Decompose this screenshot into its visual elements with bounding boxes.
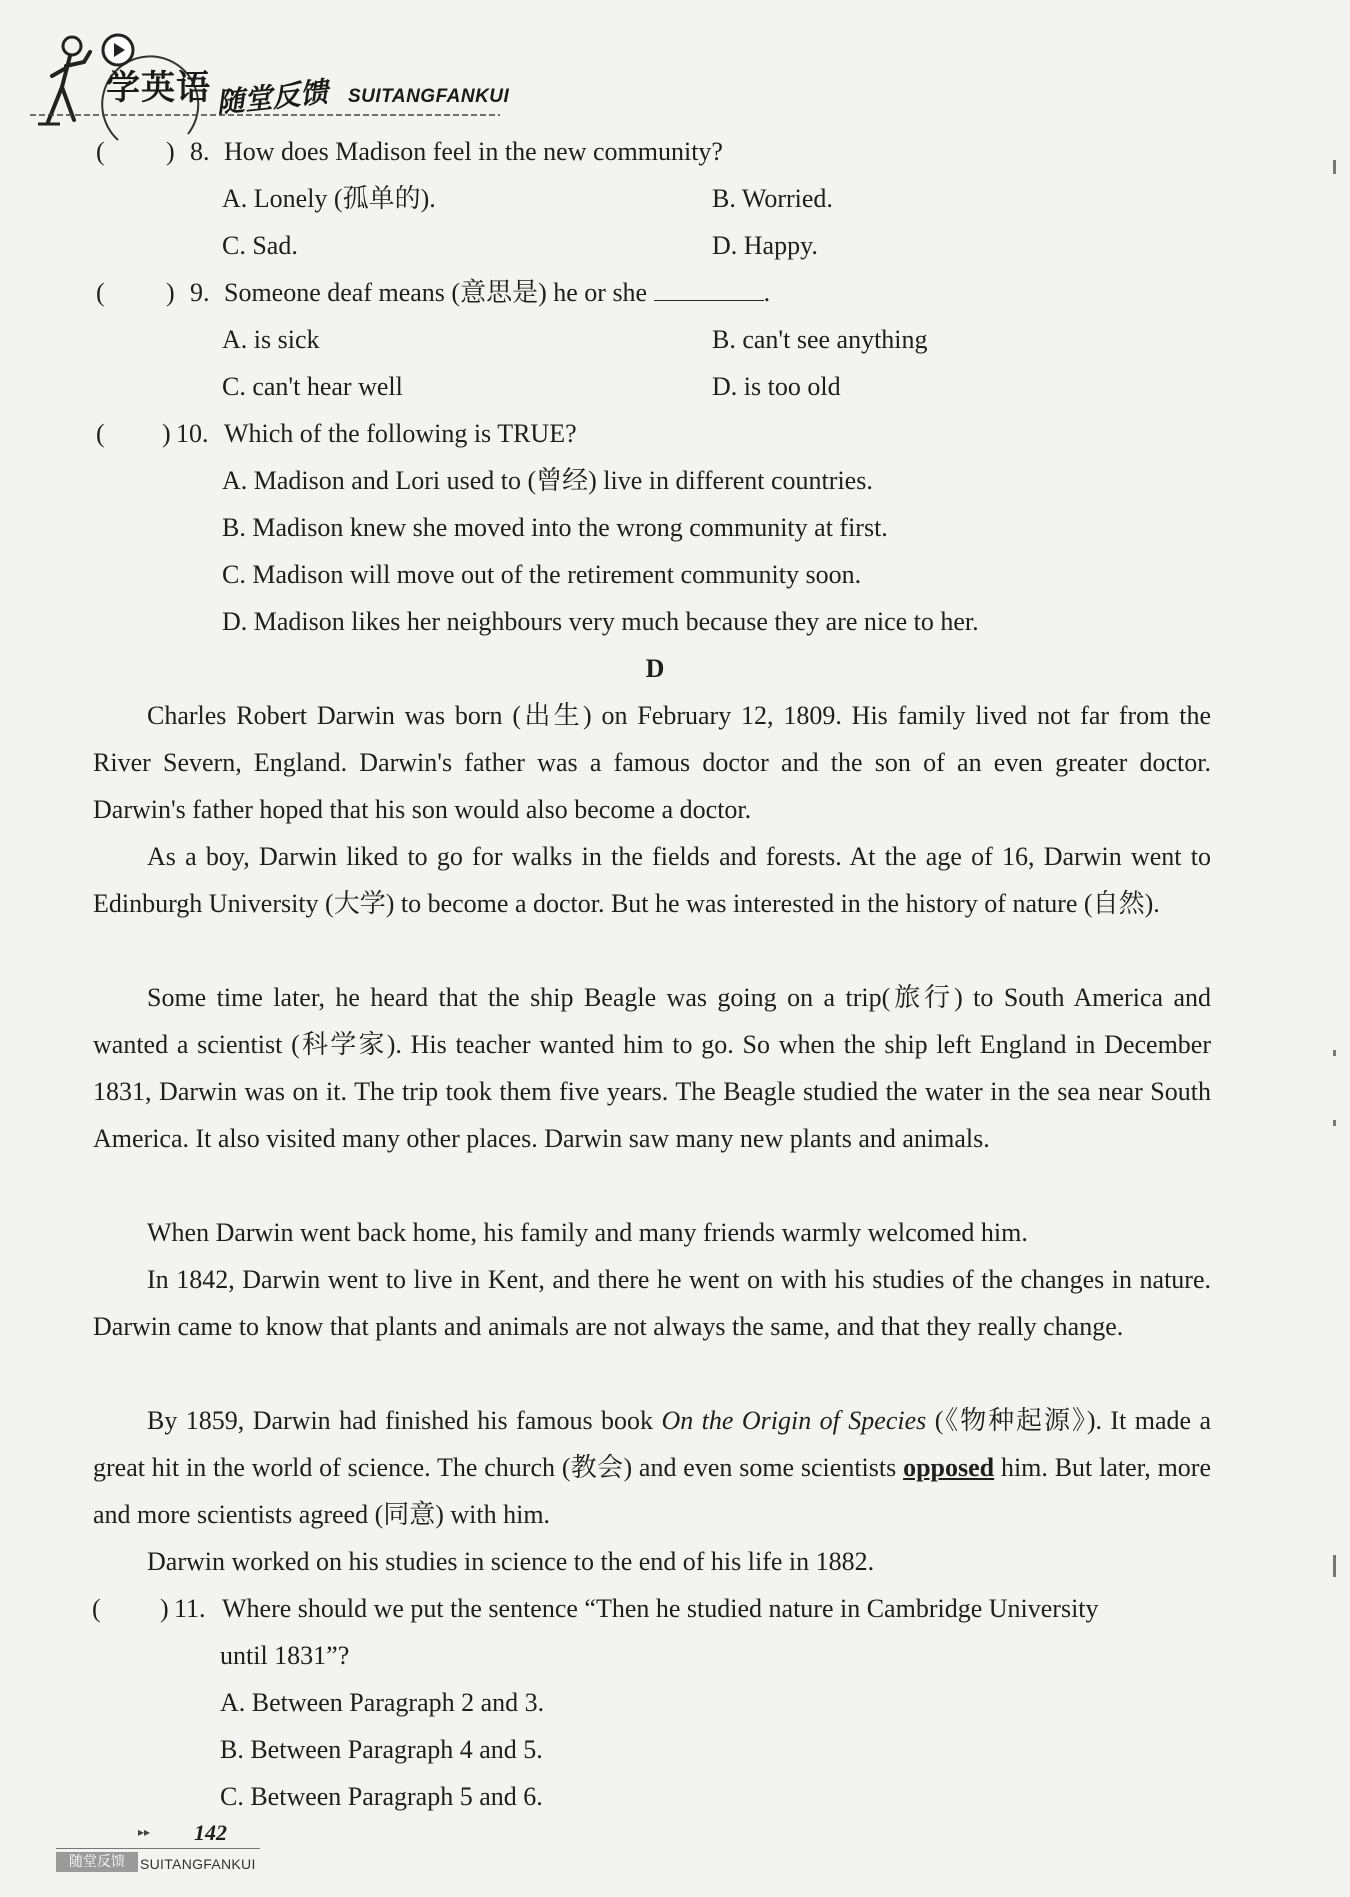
q11-answer-paren-open[interactable]: (	[92, 1594, 101, 1623]
q11-number: 11.	[174, 1594, 206, 1623]
q10-option-a: A. Madison and Lori used to (曾经) live in different countries.	[222, 466, 873, 495]
q9-stem-end: .	[763, 278, 771, 307]
passage-paragraph-6-mid: (《物种起源》). It made a great hit in the world of science. The church (教会) and even some scientists	[93, 1406, 1212, 1482]
passage-paragraph-7	[93, 1538, 1211, 1585]
passage-paragraph-6	[93, 1397, 1211, 1538]
q9-number: 9.	[190, 278, 210, 307]
passage-paragraph-5-text: In 1842, Darwin went to live in Kent, and there he went on with his studies of the changes in nature. Darwin came to know that plants and animals are not always the same, and that they really change.	[93, 1265, 1211, 1341]
q11-option-a: A. Between Paragraph 2 and 3.	[220, 1688, 545, 1717]
logo-latin-text: SUITANGFANKUI	[348, 86, 510, 107]
logo-main-text: 学英语	[106, 68, 211, 108]
q9-option-a: A. is sick	[222, 325, 320, 354]
q10-option-c: C. Madison will move out of the retirement community soon.	[222, 560, 862, 589]
q11-option-c: C. Between Paragraph 5 and 6.	[220, 1782, 543, 1811]
q8-option-d: D. Happy.	[712, 231, 818, 260]
passage-paragraph-5	[93, 1256, 1211, 1350]
q8-option-a: A. Lonely (孤单的).	[222, 184, 436, 213]
section-title: D	[645, 654, 665, 683]
passage-paragraph-2	[93, 833, 1211, 927]
q10-option-d: D. Madison likes her neighbours very much because they are nice to her.	[222, 607, 979, 636]
footer-arrows-icon: ▸▸	[138, 1825, 151, 1839]
q10-answer-paren-close: )	[162, 419, 171, 448]
q8-stem: How does Madison feel in the new community?	[224, 137, 723, 166]
footer-latin-text: SUITANGFANKUI	[140, 1856, 256, 1872]
q11-stem-line-2: until 1831”?	[220, 1641, 350, 1670]
q10-answer-paren-open[interactable]: (	[96, 419, 105, 448]
passage-paragraph-3-text: Some time later, he heard that the ship Beagle was going on a trip(旅行) to South America and wanted a scientist (科学家). His teacher wanted him to go. So when the ship left England in December 1831, Darwin was on it. The trip took them five years. The Beagle studied the water in the sea near South America. It also visited many other places. Darwin saw many new plants and animals.	[93, 983, 1211, 1153]
q9-option-c: C. can't hear well	[222, 372, 403, 401]
footer-label-box: 随堂反馈	[56, 1852, 138, 1872]
edge-mark	[1333, 1555, 1336, 1577]
q8-answer-paren-open[interactable]: (	[96, 137, 105, 166]
passage-paragraph-7-text: Darwin worked on his studies in science to the end of his life in 1882.	[147, 1547, 875, 1576]
edge-mark	[1333, 1120, 1336, 1126]
passage-paragraph-6-start: By 1859, Darwin had finished his famous book	[147, 1406, 654, 1435]
q11-stem-line-1: Where should we put the sentence “Then he studied nature in Cambridge University	[222, 1594, 1099, 1623]
q8-number: 8.	[190, 137, 210, 166]
q8-option-c: C. Sad.	[222, 231, 298, 260]
passage-paragraph-4-text: When Darwin went back home, his family and many friends warmly welcomed him.	[147, 1218, 1028, 1247]
q10-stem: Which of the following is TRUE?	[224, 419, 577, 448]
passage-paragraph-4	[93, 1209, 1211, 1256]
q8-answer-paren-close: )	[166, 137, 175, 166]
edge-mark	[1333, 160, 1336, 174]
q9-option-b: B. can't see anything	[712, 325, 928, 354]
passage-paragraph-3	[93, 974, 1211, 1162]
q9-stem	[224, 269, 770, 316]
q10-number: 10.	[176, 419, 209, 448]
q10-option-b: B. Madison knew she moved into the wrong community at first.	[222, 513, 888, 542]
page-footer	[56, 1812, 296, 1872]
logo-sub-text: 随堂反馈	[214, 75, 330, 120]
q11-option-b: B. Between Paragraph 4 and 5.	[220, 1735, 543, 1764]
q9-blank[interactable]	[654, 280, 764, 301]
footer-divider	[56, 1848, 260, 1849]
passage-paragraph-1	[93, 692, 1211, 833]
q9-answer-paren-open[interactable]: (	[96, 278, 105, 307]
q9-stem-text: Someone deaf means (意思是) he or she	[224, 278, 648, 307]
header-dashed-line	[30, 112, 500, 118]
q9-option-d: D. is too old	[712, 372, 841, 401]
q9-answer-paren-close: )	[166, 278, 175, 307]
edge-mark	[1333, 1050, 1336, 1056]
q8-option-b: B. Worried.	[712, 184, 833, 213]
book-title: On the Origin of Species	[661, 1406, 927, 1435]
q11-answer-paren-close: )	[160, 1594, 169, 1623]
page-number: 142	[194, 1820, 227, 1845]
key-word-opposed: opposed	[903, 1453, 995, 1482]
passage-paragraph-2-text: As a boy, Darwin liked to go for walks in the fields and forests. At the age of 16, Darwin went to Edinburgh University (大学) to become a doctor. But he was interested in the history of nature (自然).	[93, 842, 1211, 918]
passage-paragraph-6-end: him. But later, more and more scientists agreed (同意) with him.	[93, 1453, 1211, 1529]
passage-paragraph-1-text: Charles Robert Darwin was born (出生) on February 12, 1809. His family lived not far from the River Severn, England. Darwin's father was a famous doctor and the son of an even greater doctor. Darwin's father hoped that his son would also become a doctor.	[93, 701, 1211, 824]
